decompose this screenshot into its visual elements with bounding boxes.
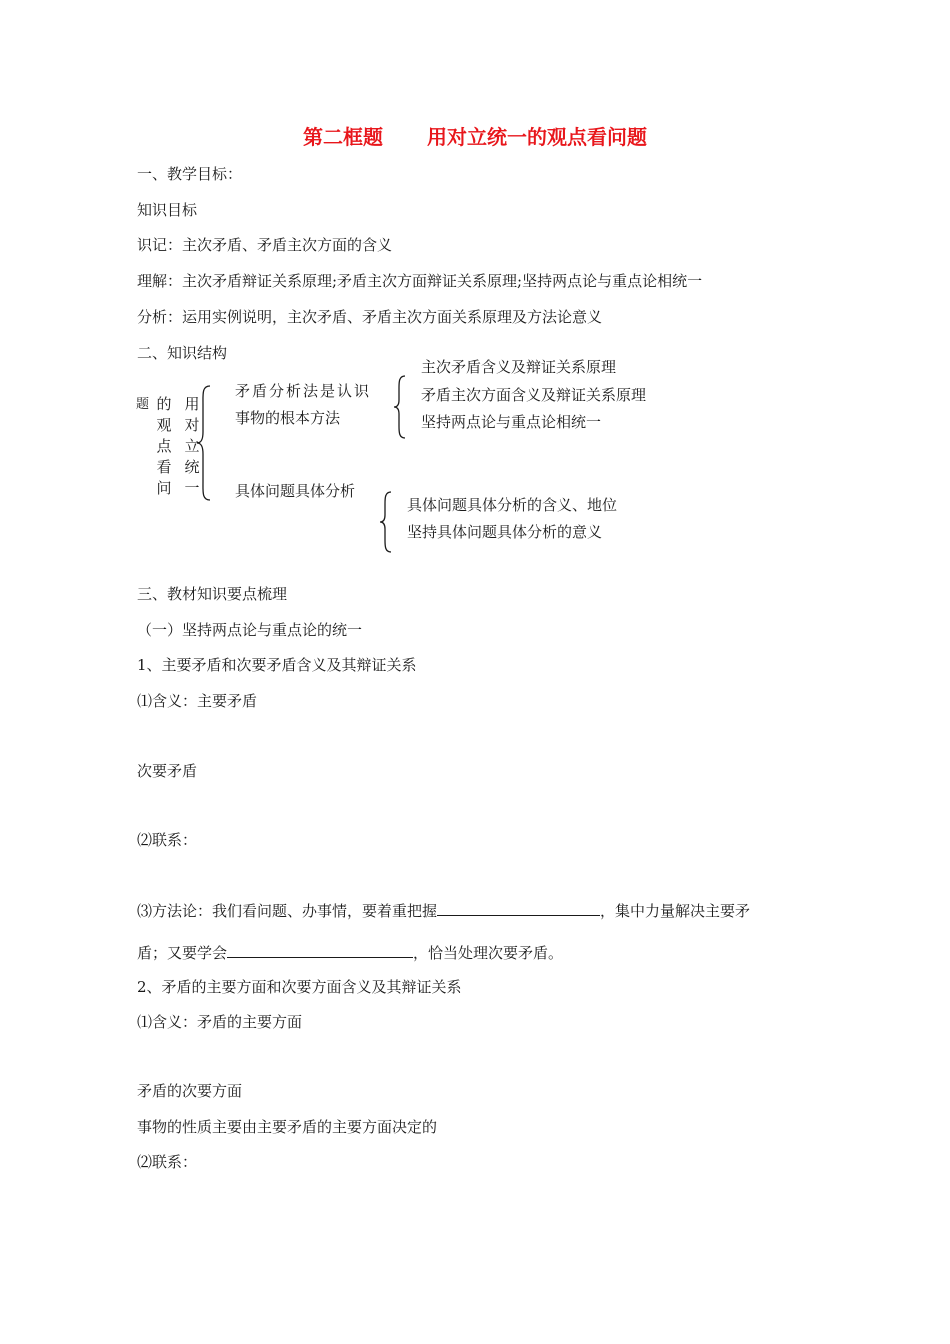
branch2-brace — [379, 490, 393, 554]
goal-understand: 理解：主次矛盾辩证关系原理;矛盾主次方面辩证关系原理;坚持两点论与重点论相统一 — [137, 272, 703, 290]
item2-link: ⑵联系： — [137, 1153, 198, 1171]
branch1-brace — [393, 374, 407, 440]
goal-analyze: 分析：运用实例说明，主次矛盾、矛盾主次方面关系原理及方法论意义 — [137, 308, 603, 326]
root-brace — [196, 384, 212, 502]
branch1-line2: 事物的根本方法 — [235, 409, 341, 427]
knowledge-goal: 知识目标 — [137, 201, 198, 219]
page-title — [0, 124, 950, 150]
branch2-label: 具体问题具体分析 — [235, 482, 356, 500]
root-mark: 题 — [136, 397, 150, 412]
section1-heading: 一、教学目标： — [137, 165, 243, 183]
section3-heading: 三、教材知识要点梳理 — [137, 585, 288, 603]
item2-heading: 2、矛盾的主要方面和次要方面含义及其辩证关系 — [137, 978, 462, 996]
item1-link: ⑵联系： — [137, 831, 198, 849]
branch1-item-3: 坚持两点论与重点论相统一 — [421, 413, 602, 431]
root-column-left: 的 观 点 看 问 — [156, 395, 172, 497]
item2-secondary: 矛盾的次要方面 — [137, 1082, 243, 1100]
item1-method-line1: ⑶方法论：我们看问题、办事情，要着重把握 ，集中力量解决主要矛 — [137, 899, 750, 921]
root-column-right: 用 对 立 统 一 — [184, 395, 200, 497]
branch1-item-1: 主次矛盾含义及辩证关系原理 — [421, 358, 617, 376]
item1-secondary: 次要矛盾 — [137, 762, 198, 780]
branch2-item-1: 具体问题具体分析的含义、地位 — [407, 496, 618, 514]
item2-nature: 事物的性质主要由主要矛盾的主要方面决定的 — [137, 1118, 438, 1136]
title-left: 第二框题 — [303, 125, 383, 149]
item1-heading: 1、主要矛盾和次要矛盾含义及其辩证关系 — [137, 656, 417, 674]
subsection-1: （一）坚持两点论与重点论的统一 — [137, 621, 363, 639]
fill-blank-2[interactable] — [227, 941, 413, 958]
branch2-item-2: 坚持具体问题具体分析的意义 — [407, 523, 603, 541]
section2-heading: 二、知识结构 — [137, 344, 228, 362]
branch1-line1: 矛盾分析法是认识 — [235, 382, 372, 400]
item2-meaning: ⑴含义：矛盾的主要方面 — [137, 1013, 303, 1031]
title-right: 用对立统一的观点看问题 — [427, 125, 647, 149]
fill-blank-1[interactable] — [437, 899, 600, 916]
branch1-item-2: 矛盾主次方面含义及辩证关系原理 — [421, 386, 647, 404]
item1-method-line2: 盾；又要学会 ，恰当处理次要矛盾。 — [137, 941, 563, 963]
goal-remember: 识记：主次矛盾、矛盾主次方面的含义 — [137, 236, 393, 254]
item1-meaning: ⑴含义：主要矛盾 — [137, 692, 258, 710]
